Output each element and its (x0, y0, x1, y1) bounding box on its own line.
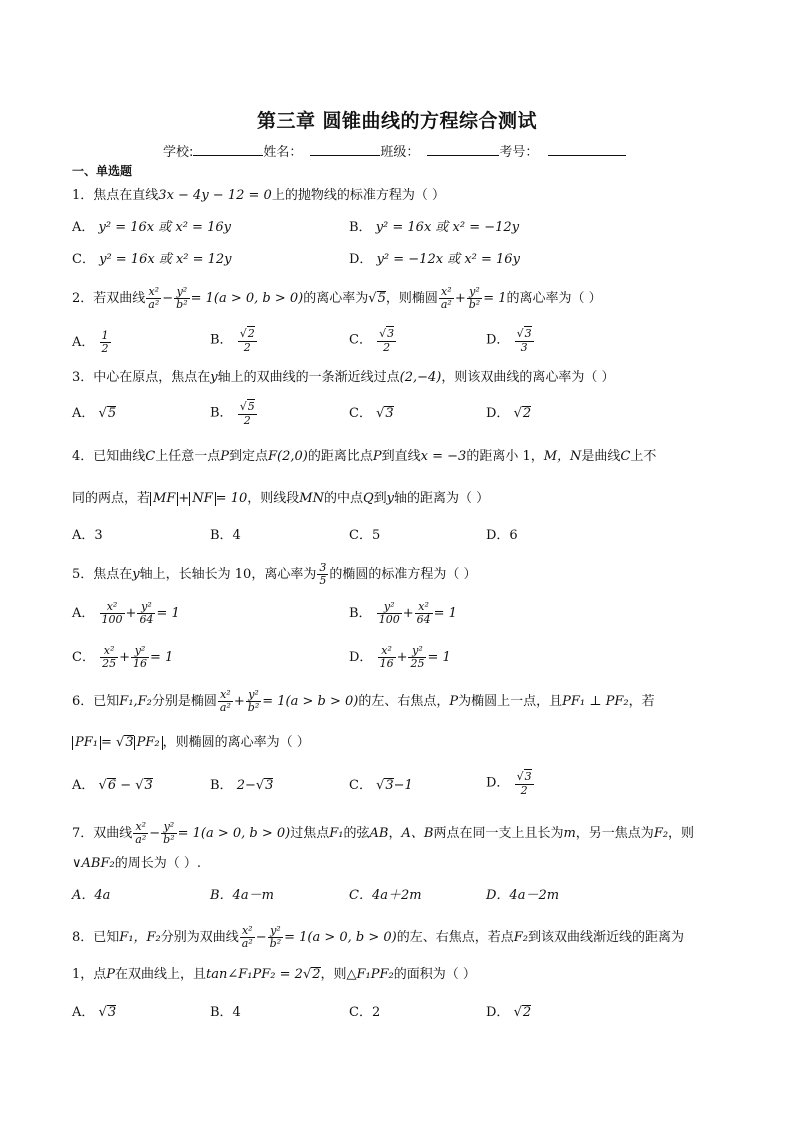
q1-option-c[interactable] (72, 251, 232, 269)
q8-option-b[interactable]: B．4 (210, 1005, 241, 1020)
q3-option-a[interactable]: A． √5 (72, 406, 117, 421)
option-label: B． (349, 220, 372, 235)
question-text: 焦点在直线 (93, 188, 159, 203)
q8-option-a[interactable]: A． √3 (72, 1005, 117, 1020)
q4-option-a[interactable]: A．3 (72, 528, 103, 543)
q4-option-b[interactable]: B．4 (210, 528, 241, 543)
q2-option-a[interactable]: A． $\frac{1}{2}$ (72, 329, 109, 355)
q3-option-c[interactable]: C． √3 (349, 406, 394, 421)
section-heading: 一、单选题 (72, 164, 133, 178)
fraction: $\frac{\text{x²}}{\text{a²}}$ (440, 285, 452, 311)
question-8: 8．已知F₁，F₂分别为双曲线 $\frac{\text{x²}}{\text{a²}}$ − $\frac{\text{y²}}{\text{b²}}$ = 1(a > 0, b > 0)的左、右焦点，若点F₂到该双曲线渐近线的距离为 (72, 924, 685, 950)
fraction: $\frac{\text{y²}}{\text{b²}}$ (468, 285, 481, 311)
math-expression: = 1 (483, 291, 507, 306)
question-3: 3．中心在原点，焦点在y轴上的双曲线的一条渐近线过点(2,−4)，则该双曲线的离心率为（ ） (72, 370, 615, 385)
q7-option-a[interactable]: A．4a (72, 888, 111, 903)
question-number: 2． (72, 291, 94, 306)
question-number: 1． (72, 188, 94, 203)
option-text: y² = −12x 或 x² = 16y (376, 252, 520, 267)
q7-option-d[interactable]: D．4a－2m (486, 888, 560, 903)
option-text: y² = 16x 或 x² = 12y (99, 252, 232, 267)
q2-option-d[interactable]: D． $\frac{√3}{3}$ (486, 327, 532, 354)
question-4-line-2: 同的两点，若 MF + NF = 10，则线段MN的中点Q到y轴的距离为（ ） (72, 491, 490, 506)
q5-option-c[interactable]: C． $\frac{\text{x²}}{25}$ + $\frac{\text{y²}}{16}$ = 1 (72, 644, 174, 670)
q5-option-b[interactable]: B． $\frac{\text{y²}}{100}$ + $\frac{\text{x²}}{64}$ = 1 (349, 600, 457, 626)
math-expression: 3x − 4y − 12 = 0 (158, 188, 272, 203)
option-label: A． (72, 220, 95, 235)
option-label: C． (72, 252, 95, 267)
q8-option-c[interactable]: C．2 (349, 1005, 381, 1020)
option-text: y² = 16x 或 x² = 16y (98, 220, 231, 235)
question-6-line-2: PF₁ = √3 PF₂ ，则椭圆的离心率为（ ） (72, 734, 310, 752)
question-2: 2．若双曲线 $\frac{\text{x²}}{\text{a²}}$ − $\frac{\text{y²}}{\text{b²}}$ = 1(a > 0, b > 0)的离心率为√5，则椭圆 $\frac{\text{x²}}{\text{a²}}$ + $\frac{\text{y²}}{\text{b²}}$ = 1的离心率为（ ） (72, 285, 602, 311)
id-label: 考号： (499, 145, 539, 160)
student-info (163, 141, 626, 160)
q4-option-d[interactable]: D．6 (486, 528, 518, 543)
question-text: ，则椭圆 (385, 291, 438, 306)
q4-option-c[interactable]: C．5 (349, 528, 381, 543)
question-text: 的离心率为（ ） (506, 291, 602, 306)
question-6: 6．已知F₁,F₂分别是椭圆 $\frac{\text{x²}}{\text{a²}}$ + $\frac{\text{y²}}{\text{b²}}$ = 1(a > b > 0)的左、右焦点，P为椭圆上一点，且PF₁ ⊥ PF₂，若 (72, 688, 655, 714)
q2-option-c[interactable]: C． $\frac{√3}{2}$ (349, 327, 395, 354)
question-1 (72, 187, 445, 205)
school-blank[interactable] (193, 143, 263, 156)
q2-option-b[interactable]: B． $\frac{√2}{2}$ (210, 327, 255, 354)
q3-option-d[interactable]: D． √2 (486, 406, 532, 421)
question-5: 5．焦点在y轴上，长轴长为 10，离心率为 $\frac{3}{5}$ 的椭圆的标准方程为（ ） (72, 561, 477, 587)
q1-option-a[interactable] (72, 219, 231, 237)
option-text: y² = 16x 或 x² = −12y (375, 220, 520, 235)
name-blank[interactable] (310, 143, 380, 156)
q7-option-c[interactable]: C．4a＋2m (349, 888, 422, 903)
q1-option-b[interactable] (349, 219, 519, 237)
question-text: 的离心率为 (303, 291, 369, 306)
q3-option-b[interactable]: B． $\frac{√5}{2}$ (210, 400, 255, 427)
q5-option-a[interactable]: A． $\frac{\text{x²}}{100}$ + $\frac{\text{y²}}{64}$ = 1 (72, 600, 180, 626)
q5-option-d[interactable]: D． $\frac{\text{x²}}{16}$ + $\frac{\text{y²}}{25}$ = 1 (349, 644, 451, 670)
fraction: $\frac{\text{y²}}{\text{b²}}$ (176, 285, 188, 311)
question-8-line-2: 1，点P在双曲线上，且tan∠F₁PF₂ = 2√2，则△F₁PF₂的面积为（ ） (72, 967, 476, 982)
option-label: D． (349, 252, 373, 267)
fraction: $\frac{\text{x²}}{\text{a²}}$ (148, 285, 160, 311)
q6-option-a[interactable]: A． √6 − √3 (72, 778, 153, 793)
id-blank[interactable] (548, 143, 626, 156)
q1-option-d[interactable] (349, 251, 520, 269)
question-7-line-2: ∨ABF₂的周长为（ ）. (72, 856, 201, 871)
question-7: 7．双曲线 $\frac{\text{x²}}{\text{a²}}$ − $\frac{\text{y²}}{\text{b²}}$ = 1(a > 0, b > 0)过焦点F₁的弦AB，A、B两点在同一支上且长为m，另一焦点为F₂，则 (72, 820, 695, 846)
question-4: 4．已知曲线C上任意一点P到定点F(2,0)的距离比点P到直线x = −3的距离小 1，M，N是曲线C上不 (72, 449, 657, 464)
question-text: 上的抛物线的标准方程为（ ） (271, 188, 445, 203)
q7-option-b[interactable]: B．4a－m (210, 888, 274, 903)
q6-option-b[interactable]: B． 2−√3 (210, 778, 274, 793)
name-label: 姓名： (263, 145, 303, 160)
q8-option-d[interactable]: D． √2 (486, 1005, 532, 1020)
class-blank[interactable] (427, 143, 499, 156)
q6-option-c[interactable]: C． √3−1 (349, 778, 413, 793)
page-title: 第三章 圆锥曲线的方程综合测试 (256, 110, 538, 132)
class-label: 班级： (380, 145, 420, 160)
sqrt-value: 5 (377, 291, 386, 306)
q6-option-d[interactable]: D． $\frac{√3}{2}$ (486, 770, 532, 797)
school-label: 学校: (163, 145, 194, 160)
math-expression: = 1(a > 0, b > 0) (190, 291, 304, 306)
question-text: 若双曲线 (93, 291, 146, 306)
